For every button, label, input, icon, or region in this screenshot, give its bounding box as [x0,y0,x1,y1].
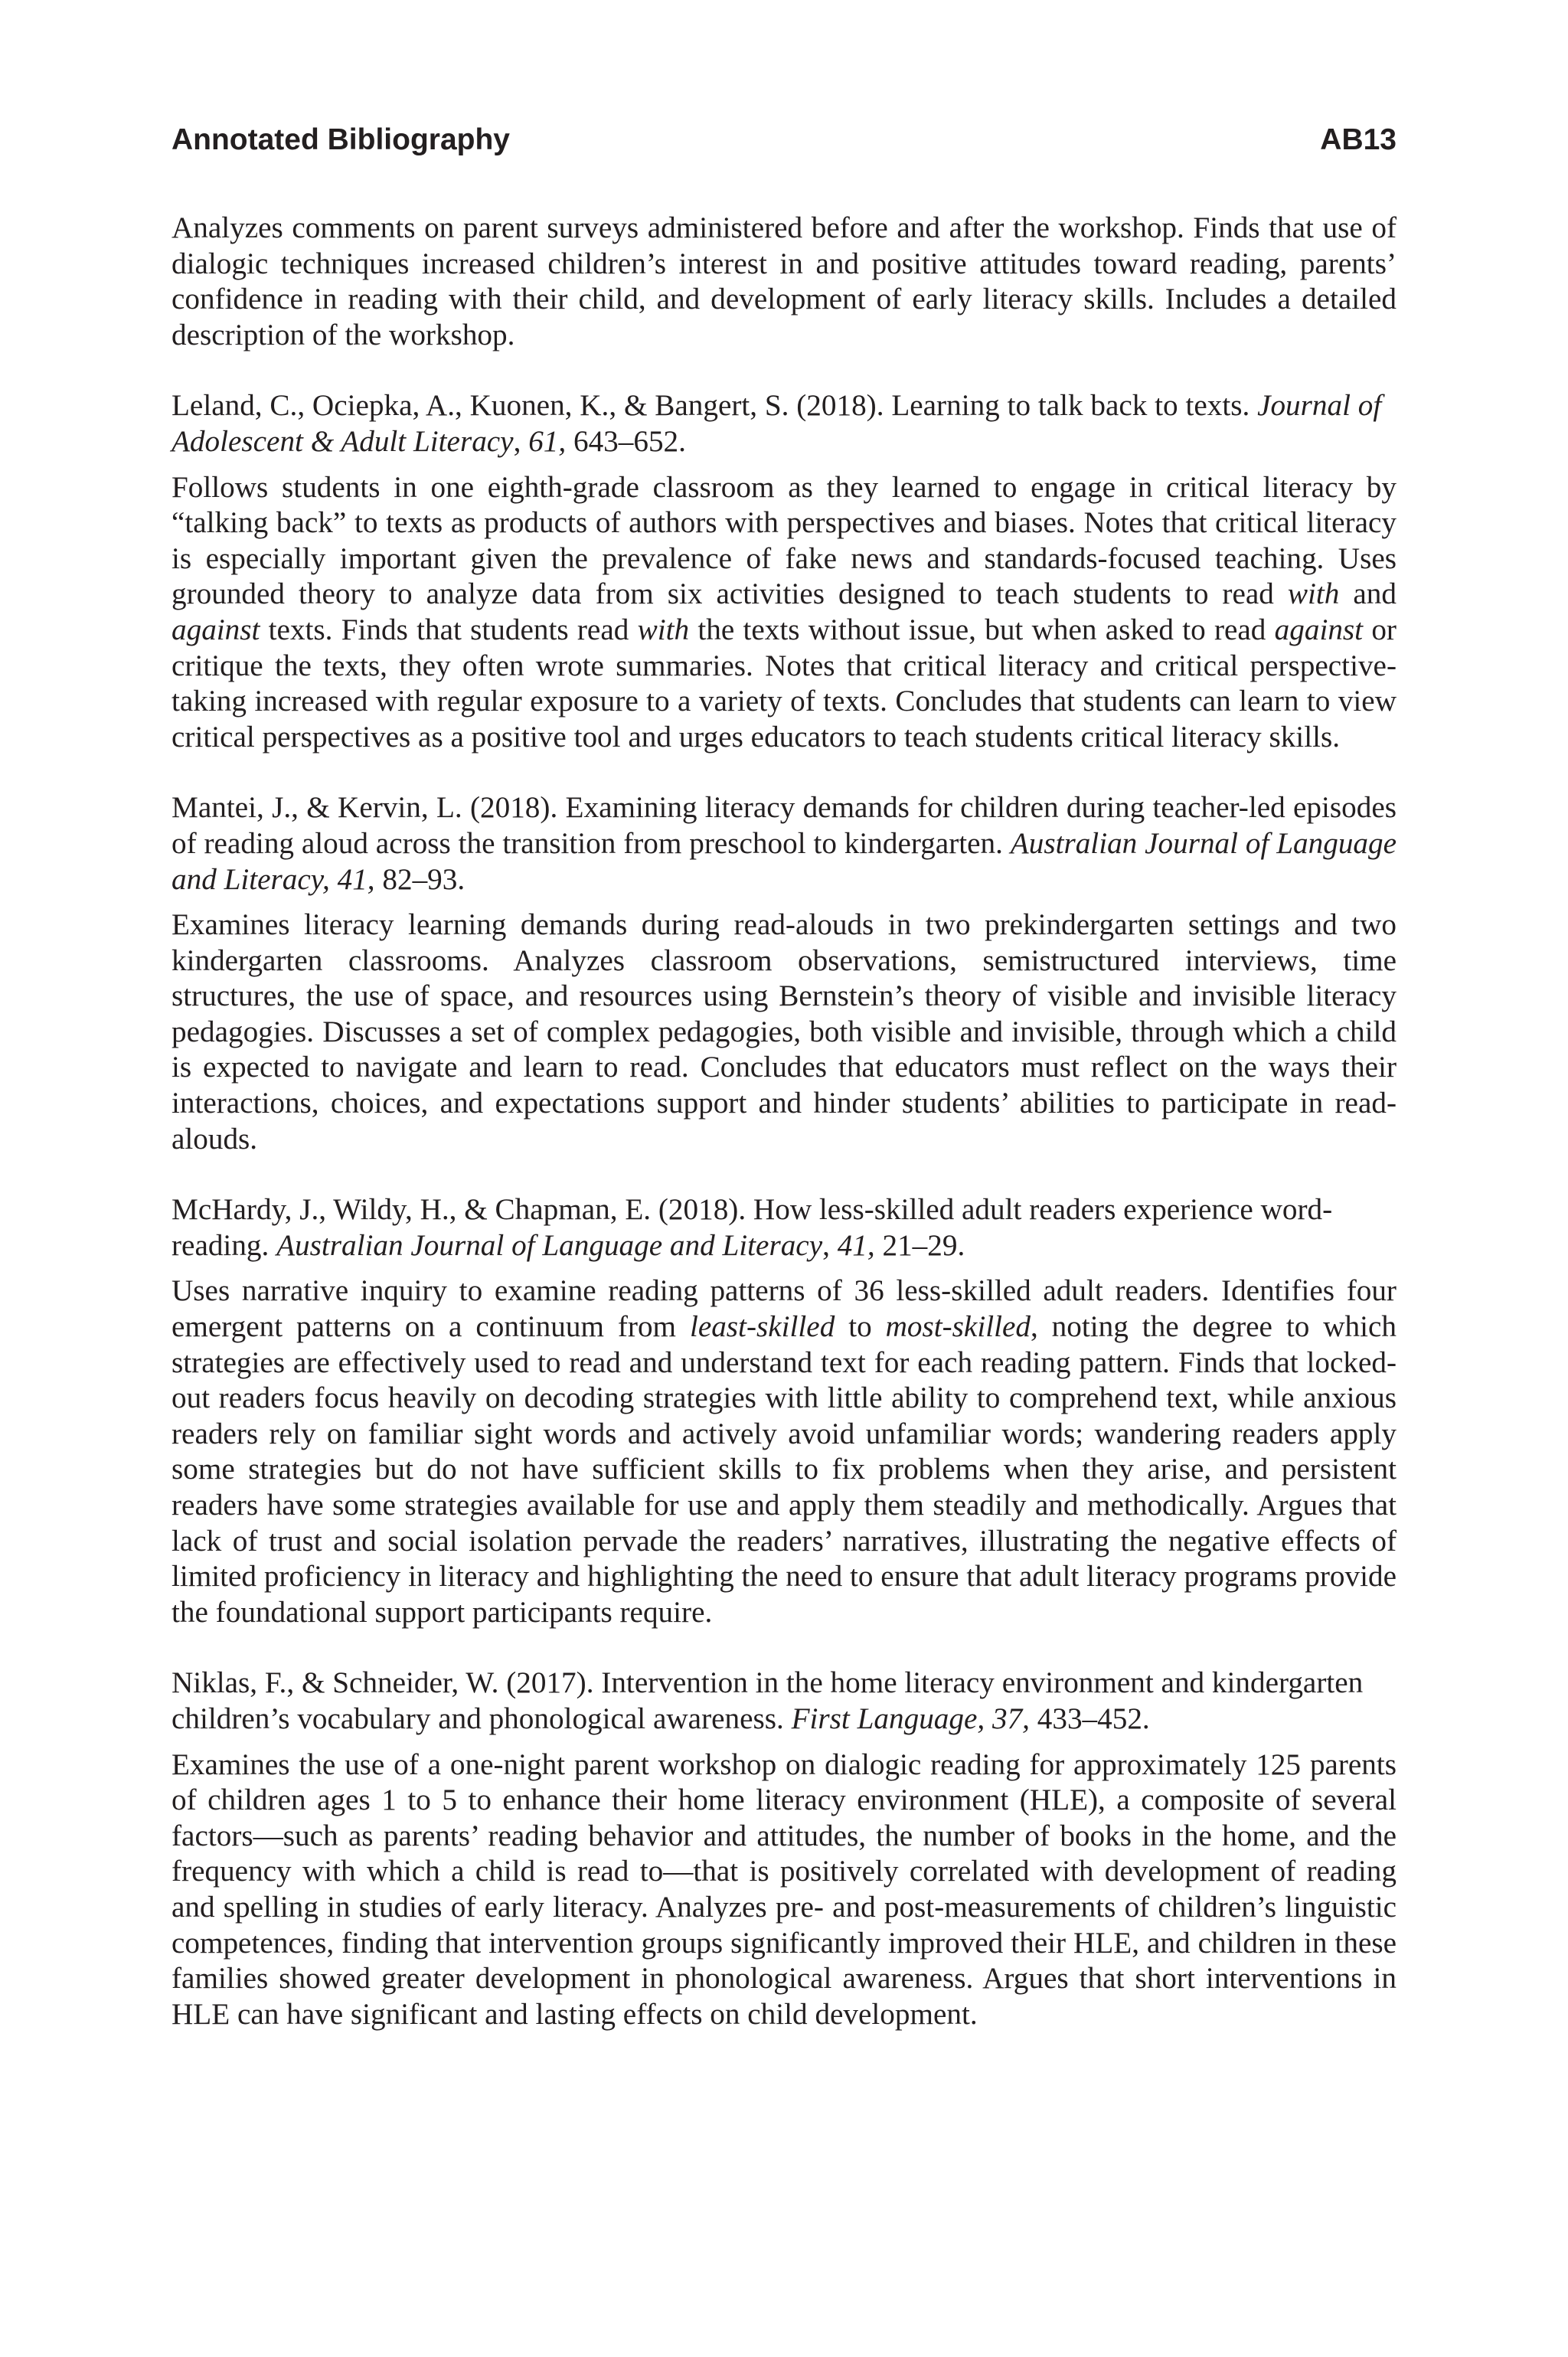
running-head-title: Annotated Bibliography [172,123,510,156]
annotation-text: the texts without issue, but when asked to read [689,613,1275,646]
annotation-text: Follows students in one eighth-grade classroom as they learned to engage in critical literacy by “talking back” to texts as products of authors with perspectives and biases. Notes that critical literacy is especially important given the prevalence of fake news and standards-focused teaching. Uses grounded theory to analyze data from six activities designed to teach students to read [172,470,1396,611]
journal-title: Australian Journal of Language and Literacy, [172,826,1396,896]
citation [172,388,1396,459]
pages: 433–452. [1029,1702,1150,1735]
pages: 82–93. [374,862,466,896]
pages: 643–652. [566,424,686,458]
journal-title: First Language, [791,1702,985,1735]
annotation: Examines the use of a one-night parent workshop on dialogic reading for approximately 125 parents of children ages 1 to 5 to enhance their home literacy environment (HLE), a composite of several factors—such as parents’ reading behavior and attitudes, the number of books in the home, and the frequency with which a child is read to—that is positively correlated with development of reading and spelling in studies of early literacy. Analyzes pre- and post-measurements of children’s linguistic competences, finding that intervention groups significantly improved their HLE, and children in these families showed greater development in phonological awareness. Argues that short interventions in HLE can have significant and lasting effects on child development. [172,1747,1396,2031]
citation [172,1666,1396,1737]
emphasis-term: with [1287,577,1340,611]
bibliography-entry-niklas [172,1666,1396,2032]
annotation-text: texts. Finds that students read [260,613,638,646]
emphasis-term: least-skilled [689,1310,835,1344]
volume: 41, [329,862,375,896]
annotation [172,470,1396,756]
citation [172,1192,1396,1263]
volume: 37, [985,1702,1030,1735]
emphasis-term: with [637,613,690,646]
annotation-text: , noting the degree to which strategies are effectively used to read and understand text for each reading pattern. Finds that locked-out readers focus heavily on decoding strategies with little ability to comprehend text, while anxious readers rely on familiar sight words and actively avoid unfamiliar words; wandering readers apply some strategies but do not have sufficient skills to fix problems when they arise, and persistent readers have some strategies available for use and apply them steadily and methodically. Argues that lack of trust and social isolation pervade the readers’ narratives, illustrating the negative effects of limited proficiency in literacy and highlighting the need to ensure that adult literacy programs provide the foundational support participants require. [172,1310,1396,1629]
annotation-text: or critique the texts, they often wrote summaries. Notes that critical literacy and critical perspective-taking increased with regular exposure to a variety of texts. Concludes that students can learn to view critical perspectives as a positive tool and urges educators to teach students critical literacy skills. [172,613,1396,754]
citation-text: Leland, C., Ociepka, A., Kuonen, K., & Bangert, S. (2018). Learning to talk back to texts. [172,389,1250,423]
annotation-text: to [835,1310,886,1344]
journal-title: Journal of Adolescent & Adult Literacy [172,389,1382,458]
bibliography-entry-mantei [172,790,1396,1157]
volume: 41, [837,1228,875,1262]
citation-text: McHardy, J., Wildy, H., & Chapman, E. (2018). How less-skilled adult readers experience word-reading. [172,1193,1333,1262]
citation-separator: , [822,1228,838,1262]
running-head [172,121,1396,159]
emphasis-term: most-skilled [885,1310,1031,1344]
annotation-text: Uses narrative inquiry to examine reading patterns of 36 less-skilled adult readers. Identifies four emergent patterns on a continuum from [172,1274,1396,1344]
emphasis-term: against [172,613,260,646]
citation-text: Mantei, J., & Kervin, L. (2018). Examining literacy demands for children during teacher-led episodes of reading aloud across the transition from preschool to kindergarten. [172,791,1396,860]
annotation [172,1273,1396,1630]
emphasis-term: against [1274,613,1364,646]
bibliography-entry-leland [172,388,1396,755]
journal-title: Australian Journal of Language and Literacy [276,1228,823,1262]
volume: 61, [528,424,567,458]
citation-text: Niklas, F., & Schneider, W. (2017). Intervention in the home literacy environment and kindergarten children’s vocabulary and phonological awareness. [172,1666,1364,1735]
page-number: AB13 [1320,123,1396,156]
annotation-text: and [1339,577,1396,611]
citation-separator: , [513,424,529,458]
annotation: Examines literacy learning demands during read-alouds in two prekindergarten settings and two kindergarten classrooms. Analyzes classroom observations, semistructured interviews, time structures, the use of space, and resources using Bernstein’s theory of visible and invisible literacy pedagogies. Discusses a set of complex pedagogies, both visible and invisible, through which a child is expected to navigate and learn to read. Concludes that educators must reflect on the ways their interactions, choices, and expectations support and hinder students’ abilities to participate in read-alouds. [172,908,1396,1156]
bibliography-entry-mchardy [172,1192,1396,1630]
pages: 21–29. [874,1228,965,1262]
continued-annotation: Analyzes comments on parent surveys administered before and after the workshop. Finds that use of dialogic techniques increased children’s interest in and positive attitudes toward reading, parents’ confidence in reading with their child, and development of early literacy skills. Includes a detailed description of the workshop. [172,211,1396,351]
citation [172,790,1396,897]
body-text [172,211,1396,2032]
